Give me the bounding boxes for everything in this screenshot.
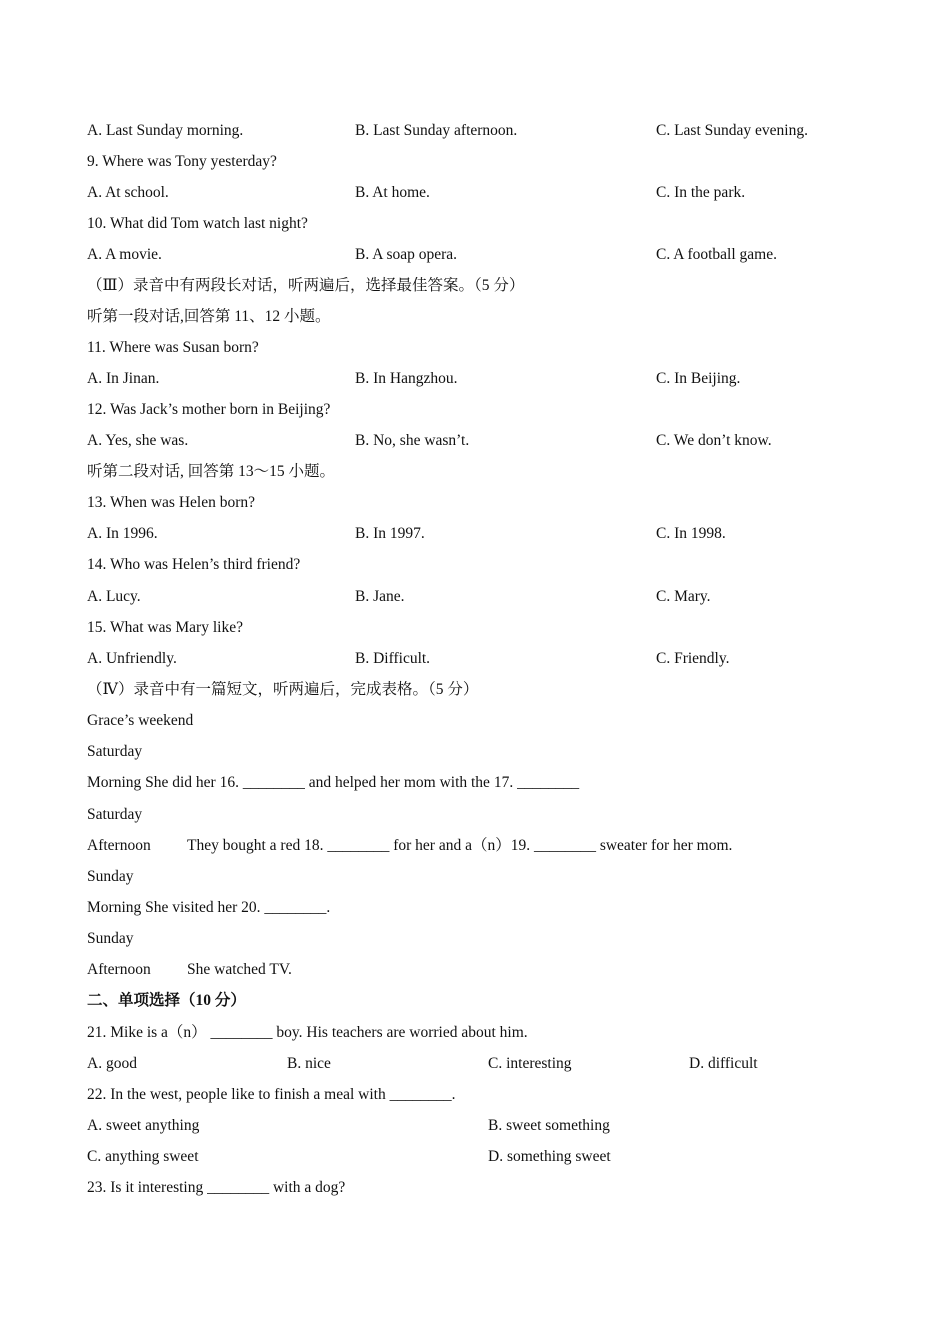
option-a: A. Last Sunday morning. — [87, 122, 244, 139]
option-a: A. sweet anything — [87, 1117, 200, 1134]
option-b: B. In 1997. — [355, 525, 425, 542]
option-d: D. difficult — [689, 1055, 758, 1072]
afternoon-text: They bought a red 18. ________ for her and a（n）19. ________ sweater for her mom. — [187, 837, 733, 854]
dialog-1-instruction: 听第一段对话,回答第 11、12 小题。 — [87, 308, 331, 325]
option-b: B. nice — [287, 1055, 331, 1072]
option-c: C. In 1998. — [656, 525, 726, 542]
option-a: A. Yes, she was. — [87, 432, 189, 449]
section-3-heading: （Ⅲ）录音中有两段长对话，听两遍后，选择最佳答案。（5 分） — [87, 277, 525, 294]
part-2-heading: 二、单项选择（10 分） — [87, 992, 246, 1009]
afternoon-label: Afternoon — [87, 961, 151, 978]
option-a: A. In Jinan. — [87, 370, 160, 387]
table-title: Grace’s weekend — [87, 712, 194, 729]
option-c: C. Mary. — [656, 588, 711, 605]
saturday-label: Saturday — [87, 743, 143, 760]
option-a: A. At school. — [87, 184, 169, 201]
option-b: B. Jane. — [355, 588, 405, 605]
question-21: 21. Mike is a（n） ________ boy. His teachers are worried about him. — [87, 1024, 528, 1041]
option-b: B. Last Sunday afternoon. — [355, 122, 518, 139]
option-a: A. In 1996. — [87, 525, 158, 542]
option-c: C. anything sweet — [87, 1148, 199, 1165]
option-c: C. A football game. — [656, 246, 777, 263]
option-c: C. interesting — [488, 1055, 572, 1072]
option-a: A. Lucy. — [87, 588, 141, 605]
question-9: 9. Where was Tony yesterday? — [87, 153, 277, 170]
option-c: C. Friendly. — [656, 650, 730, 667]
question-22: 22. In the west, people like to finish a meal with ________. — [87, 1086, 456, 1103]
option-c: C. We don’t know. — [656, 432, 772, 449]
question-14: 14. Who was Helen’s third friend? — [87, 556, 301, 573]
question-11: 11. Where was Susan born? — [87, 339, 259, 356]
sunday-label: Sunday — [87, 930, 134, 947]
option-b: B. A soap opera. — [355, 246, 458, 263]
sunday-morning-row: Morning She visited her 20. ________. — [87, 899, 331, 916]
question-23: 23. Is it interesting ________ with a dog? — [87, 1179, 346, 1196]
question-15: 15. What was Mary like? — [87, 619, 243, 636]
question-10: 10. What did Tom watch last night? — [87, 215, 308, 232]
afternoon-text: She watched TV. — [187, 961, 292, 978]
sunday-label: Sunday — [87, 868, 134, 885]
question-13: 13. When was Helen born? — [87, 494, 256, 511]
option-a: A. good — [87, 1055, 137, 1072]
option-a: A. A movie. — [87, 246, 162, 263]
section-4-heading: （Ⅳ）录音中有一篇短文，听两遍后，完成表格。（5 分） — [87, 681, 479, 698]
option-b: B. No, she wasn’t. — [355, 432, 470, 449]
option-b: B. Difficult. — [355, 650, 431, 667]
saturday-label: Saturday — [87, 806, 143, 823]
option-c: C. In the park. — [656, 184, 746, 201]
question-12: 12. Was Jack’s mother born in Beijing? — [87, 401, 331, 418]
option-b: B. In Hangzhou. — [355, 370, 458, 387]
option-d: D. something sweet — [488, 1148, 611, 1165]
option-b: B. At home. — [355, 184, 430, 201]
option-c: C. Last Sunday evening. — [656, 122, 808, 139]
option-a: A. Unfriendly. — [87, 650, 177, 667]
saturday-morning-row: Morning She did her 16. ________ and helped her mom with the 17. ________ — [87, 774, 580, 791]
afternoon-label: Afternoon — [87, 837, 151, 854]
option-c: C. In Beijing. — [656, 370, 741, 387]
option-b: B. sweet something — [488, 1117, 610, 1134]
dialog-2-instruction: 听第二段对话, 回答第 13～15 小题。 — [87, 463, 336, 480]
